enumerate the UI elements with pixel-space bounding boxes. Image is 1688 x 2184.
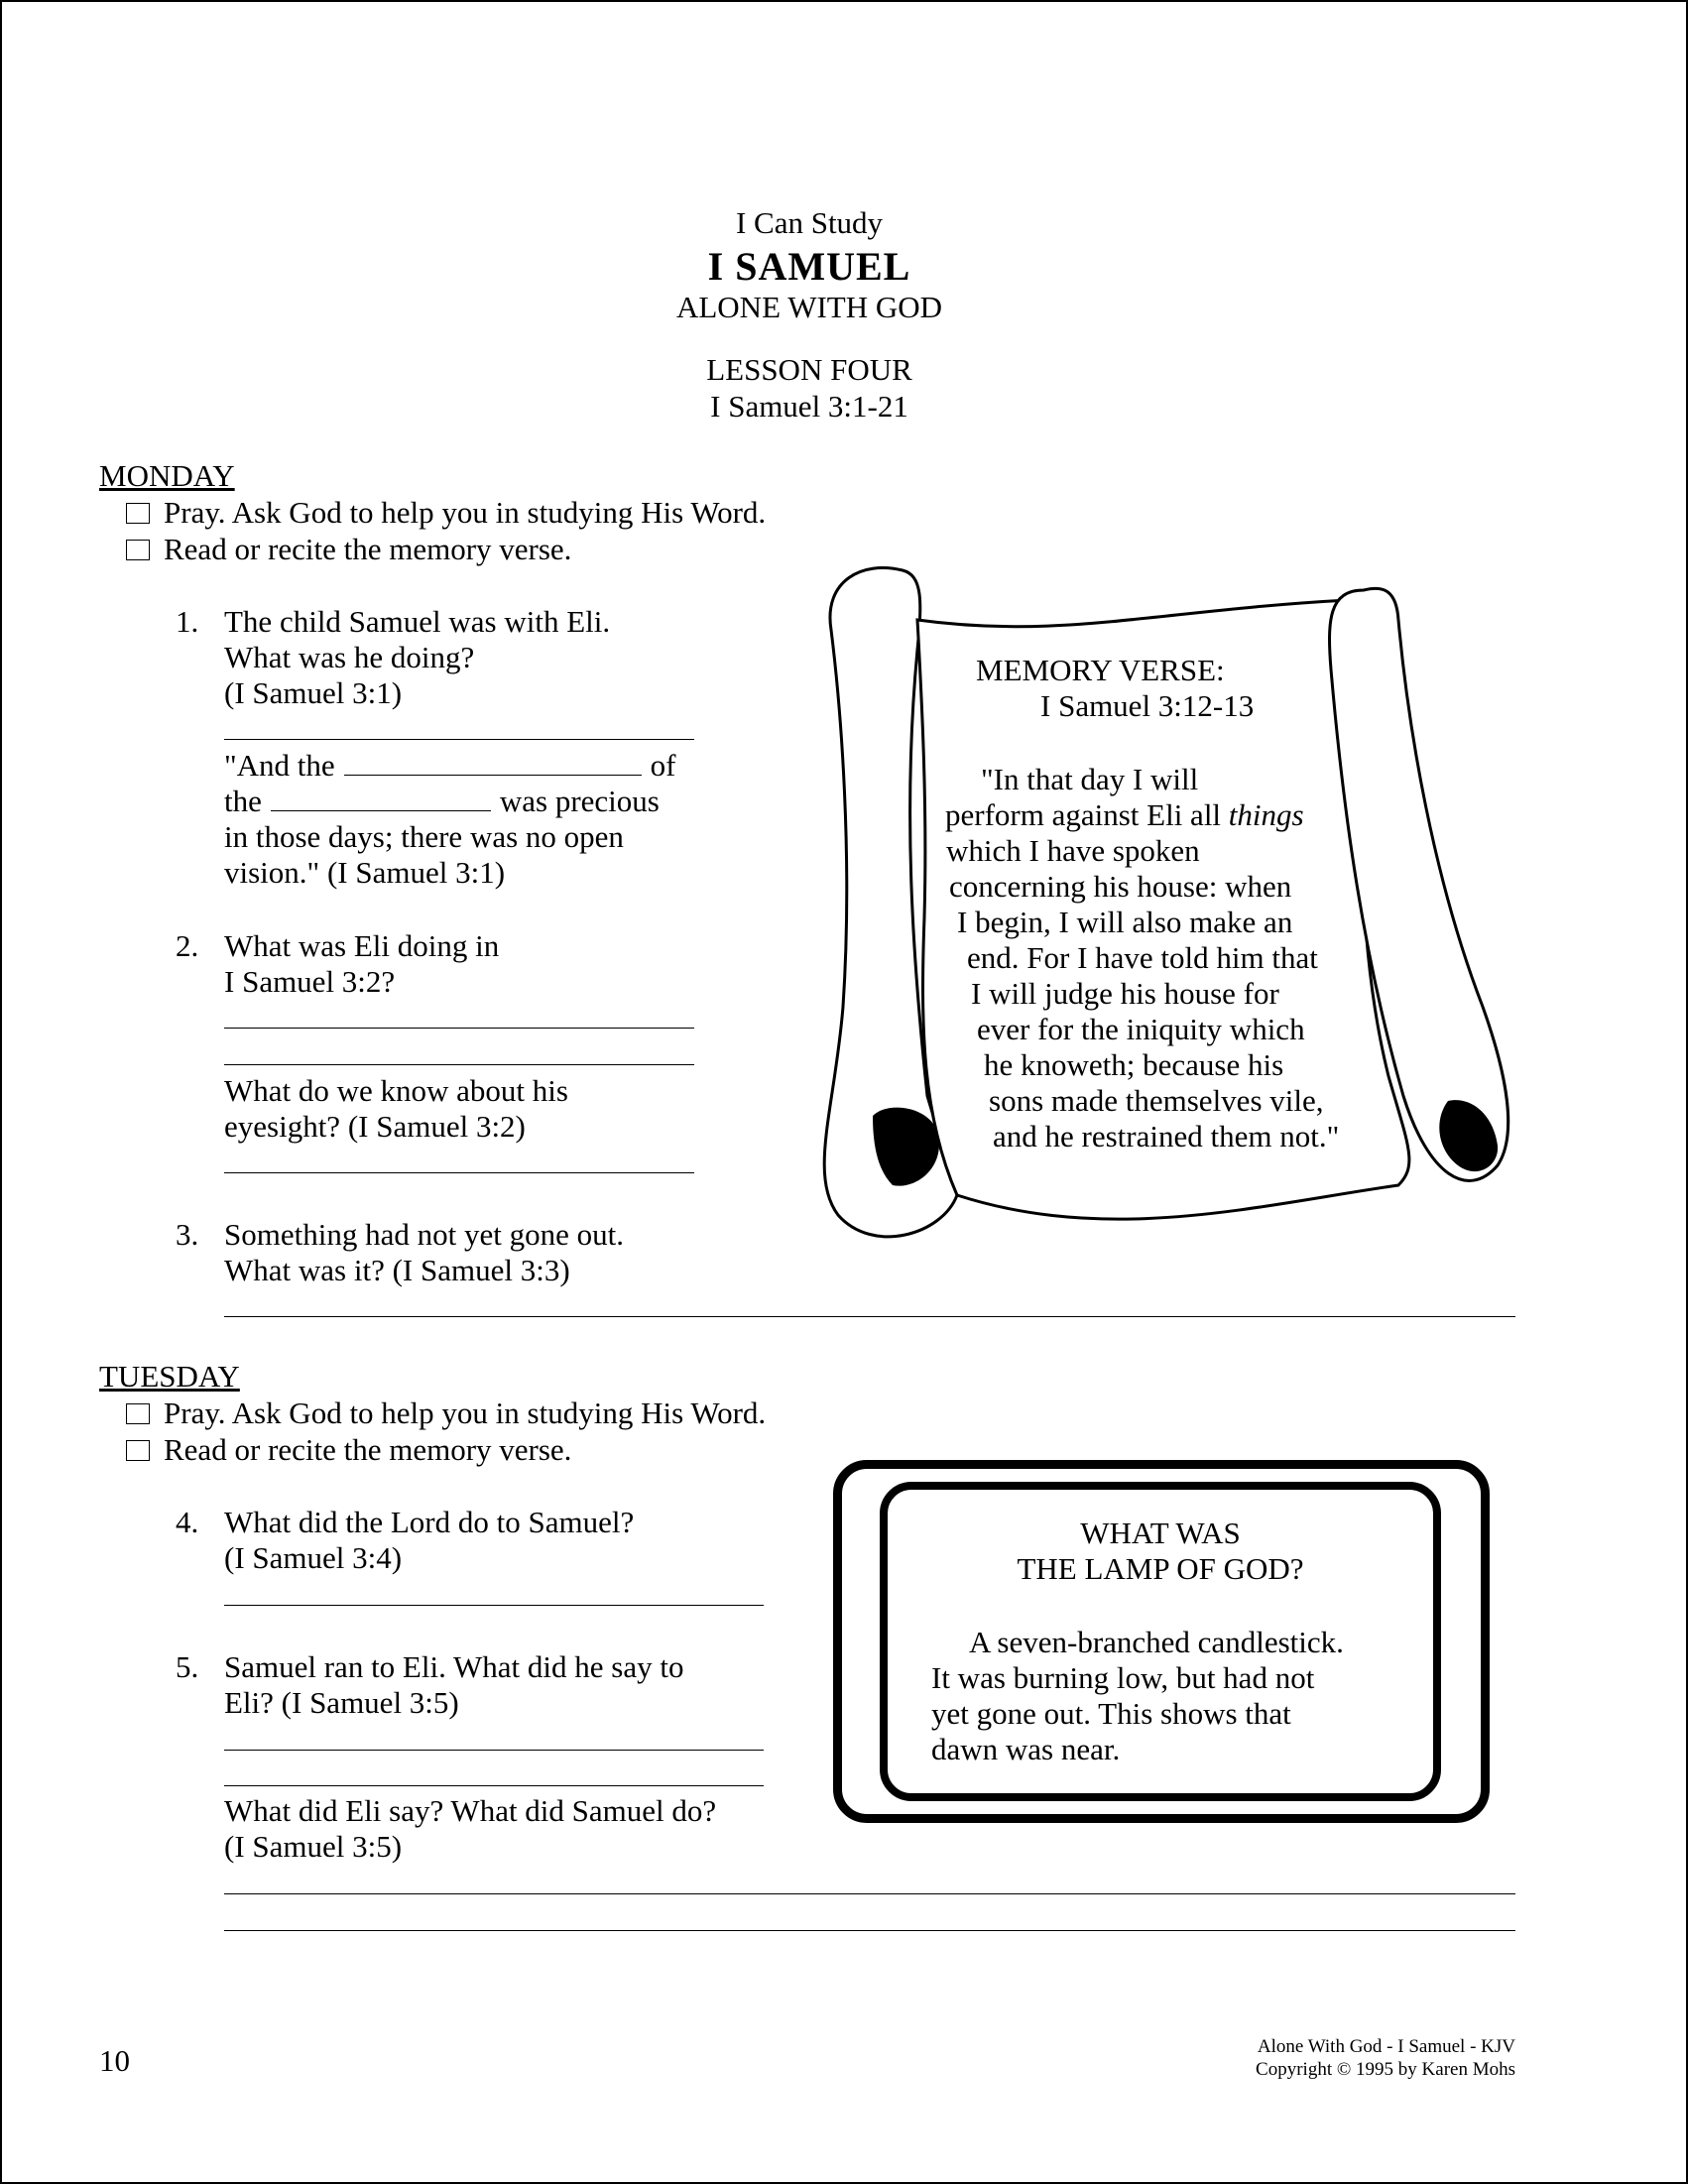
q5-line4: (I Samuel 3:5) [224, 1829, 403, 1864]
q3-line1: Something had not yet gone out. [224, 1217, 624, 1252]
q1-answer-line[interactable] [224, 739, 694, 740]
read-checkbox[interactable] [126, 540, 150, 560]
series-title: I Can Study [735, 205, 884, 240]
q4-answer-line[interactable] [224, 1605, 764, 1606]
q4-line2: (I Samuel 3:4) [224, 1540, 403, 1575]
verse-line: end. For I have told him that [967, 940, 1318, 975]
q2-answer-line[interactable] [224, 1172, 694, 1173]
monday-read-item [126, 532, 571, 567]
verse-line: he knoweth; because his [984, 1047, 1284, 1082]
q2-line2: I Samuel 3:2? [224, 964, 396, 999]
footer-copyright: Copyright © 1995 by Karen Mohs [1256, 2059, 1515, 2080]
question-number: 1. [176, 604, 199, 639]
tuesday-pray-item [126, 1395, 766, 1431]
q1-fill-line2: the was precious [224, 784, 660, 818]
lesson-title: LESSON FOUR [706, 352, 912, 387]
monday-pray-item [126, 495, 766, 531]
question-number: 5. [176, 1649, 199, 1684]
pray-checkbox[interactable] [126, 1403, 150, 1424]
verse-line: I will judge his house for [971, 976, 1279, 1011]
tuesday-heading: TUESDAY [99, 1359, 240, 1394]
page-number: 10 [99, 2043, 130, 2078]
fill-blank[interactable] [344, 749, 642, 776]
question-number: 2. [176, 928, 199, 963]
verse-line: sons made themselves vile, [989, 1083, 1324, 1118]
pray-checkbox[interactable] [126, 503, 150, 524]
q4-line1: What did the Lord do to Samuel? [224, 1505, 635, 1539]
verse-line: which I have spoken [946, 833, 1200, 868]
lamp-box-title-line1: WHAT WAS [1080, 1516, 1241, 1550]
lesson-passage: I Samuel 3:1-21 [710, 389, 908, 424]
lamp-box-text: dawn was near. [931, 1732, 1121, 1766]
lamp-box-text: yet gone out. This shows that [931, 1696, 1291, 1731]
fill-blank[interactable] [271, 785, 491, 811]
q2-answer-line[interactable] [224, 1028, 694, 1029]
q2-line4: eyesight? (I Samuel 3:2) [224, 1109, 526, 1144]
verse-line: "In that day I will [981, 762, 1199, 796]
memory-verse-reference: I Samuel 3:12-13 [1040, 688, 1255, 723]
verse-line: I begin, I will also make an [957, 905, 1293, 939]
footer-title: Alone With God - I Samuel - KJV [1257, 2036, 1515, 2057]
book-title: I SAMUEL [707, 244, 911, 289]
question-number: 4. [176, 1505, 199, 1539]
verse-line: ever for the iniquity which [977, 1012, 1305, 1046]
lamp-box-text: A seven-branched candlestick. [969, 1625, 1344, 1659]
q1-fill-line4: vision." (I Samuel 3:1) [224, 855, 506, 890]
q1-fill-line3: in those days; there was no open [224, 819, 624, 854]
q3-line2: What was it? (I Samuel 3:3) [224, 1253, 570, 1287]
lamp-box-text: It was burning low, but had not [931, 1660, 1315, 1695]
verse-line: perform against Eli all things [945, 797, 1304, 832]
q5-line1: Samuel ran to Eli. What did he say to [224, 1649, 684, 1684]
memory-verse-heading: MEMORY VERSE: [976, 653, 1225, 687]
pray-label: Pray. Ask God to help you in studying His Word. [164, 495, 767, 530]
lamp-box-title-line2: THE LAMP OF GOD? [1017, 1551, 1304, 1586]
subtitle: ALONE WITH GOD [675, 290, 943, 324]
q2-line3: What do we know about his [224, 1073, 568, 1108]
monday-heading: MONDAY [99, 458, 235, 493]
q2-answer-line[interactable] [224, 1064, 694, 1065]
q1-line2: What was he doing? [224, 640, 475, 674]
q3-answer-line[interactable] [224, 1316, 1515, 1317]
read-checkbox[interactable] [126, 1440, 150, 1461]
verse-line: and he restrained them not." [993, 1119, 1340, 1153]
q5-answer-line[interactable] [224, 1785, 764, 1786]
q2-line1: What was Eli doing in [224, 928, 500, 963]
read-label: Read or recite the memory verse. [164, 1432, 572, 1467]
q5-line3: What did Eli say? What did Samuel do? [224, 1793, 717, 1828]
tuesday-read-item [126, 1432, 571, 1468]
verse-line: concerning his house: when [949, 869, 1292, 904]
q1-line3: (I Samuel 3:1) [224, 675, 403, 710]
q5-line2: Eli? (I Samuel 3:5) [224, 1685, 459, 1720]
q5-answer-line[interactable] [224, 1930, 1515, 1931]
pray-label: Pray. Ask God to help you in studying His Word. [164, 1395, 767, 1430]
q1-fill-line1: "And the of [224, 748, 676, 783]
q5-answer-line[interactable] [224, 1893, 1515, 1894]
question-number: 3. [176, 1217, 199, 1252]
read-label: Read or recite the memory verse. [164, 532, 572, 566]
q5-answer-line[interactable] [224, 1750, 764, 1751]
q1-line1: The child Samuel was with Eli. [224, 604, 611, 639]
verse-italic-word: things [1228, 797, 1304, 832]
